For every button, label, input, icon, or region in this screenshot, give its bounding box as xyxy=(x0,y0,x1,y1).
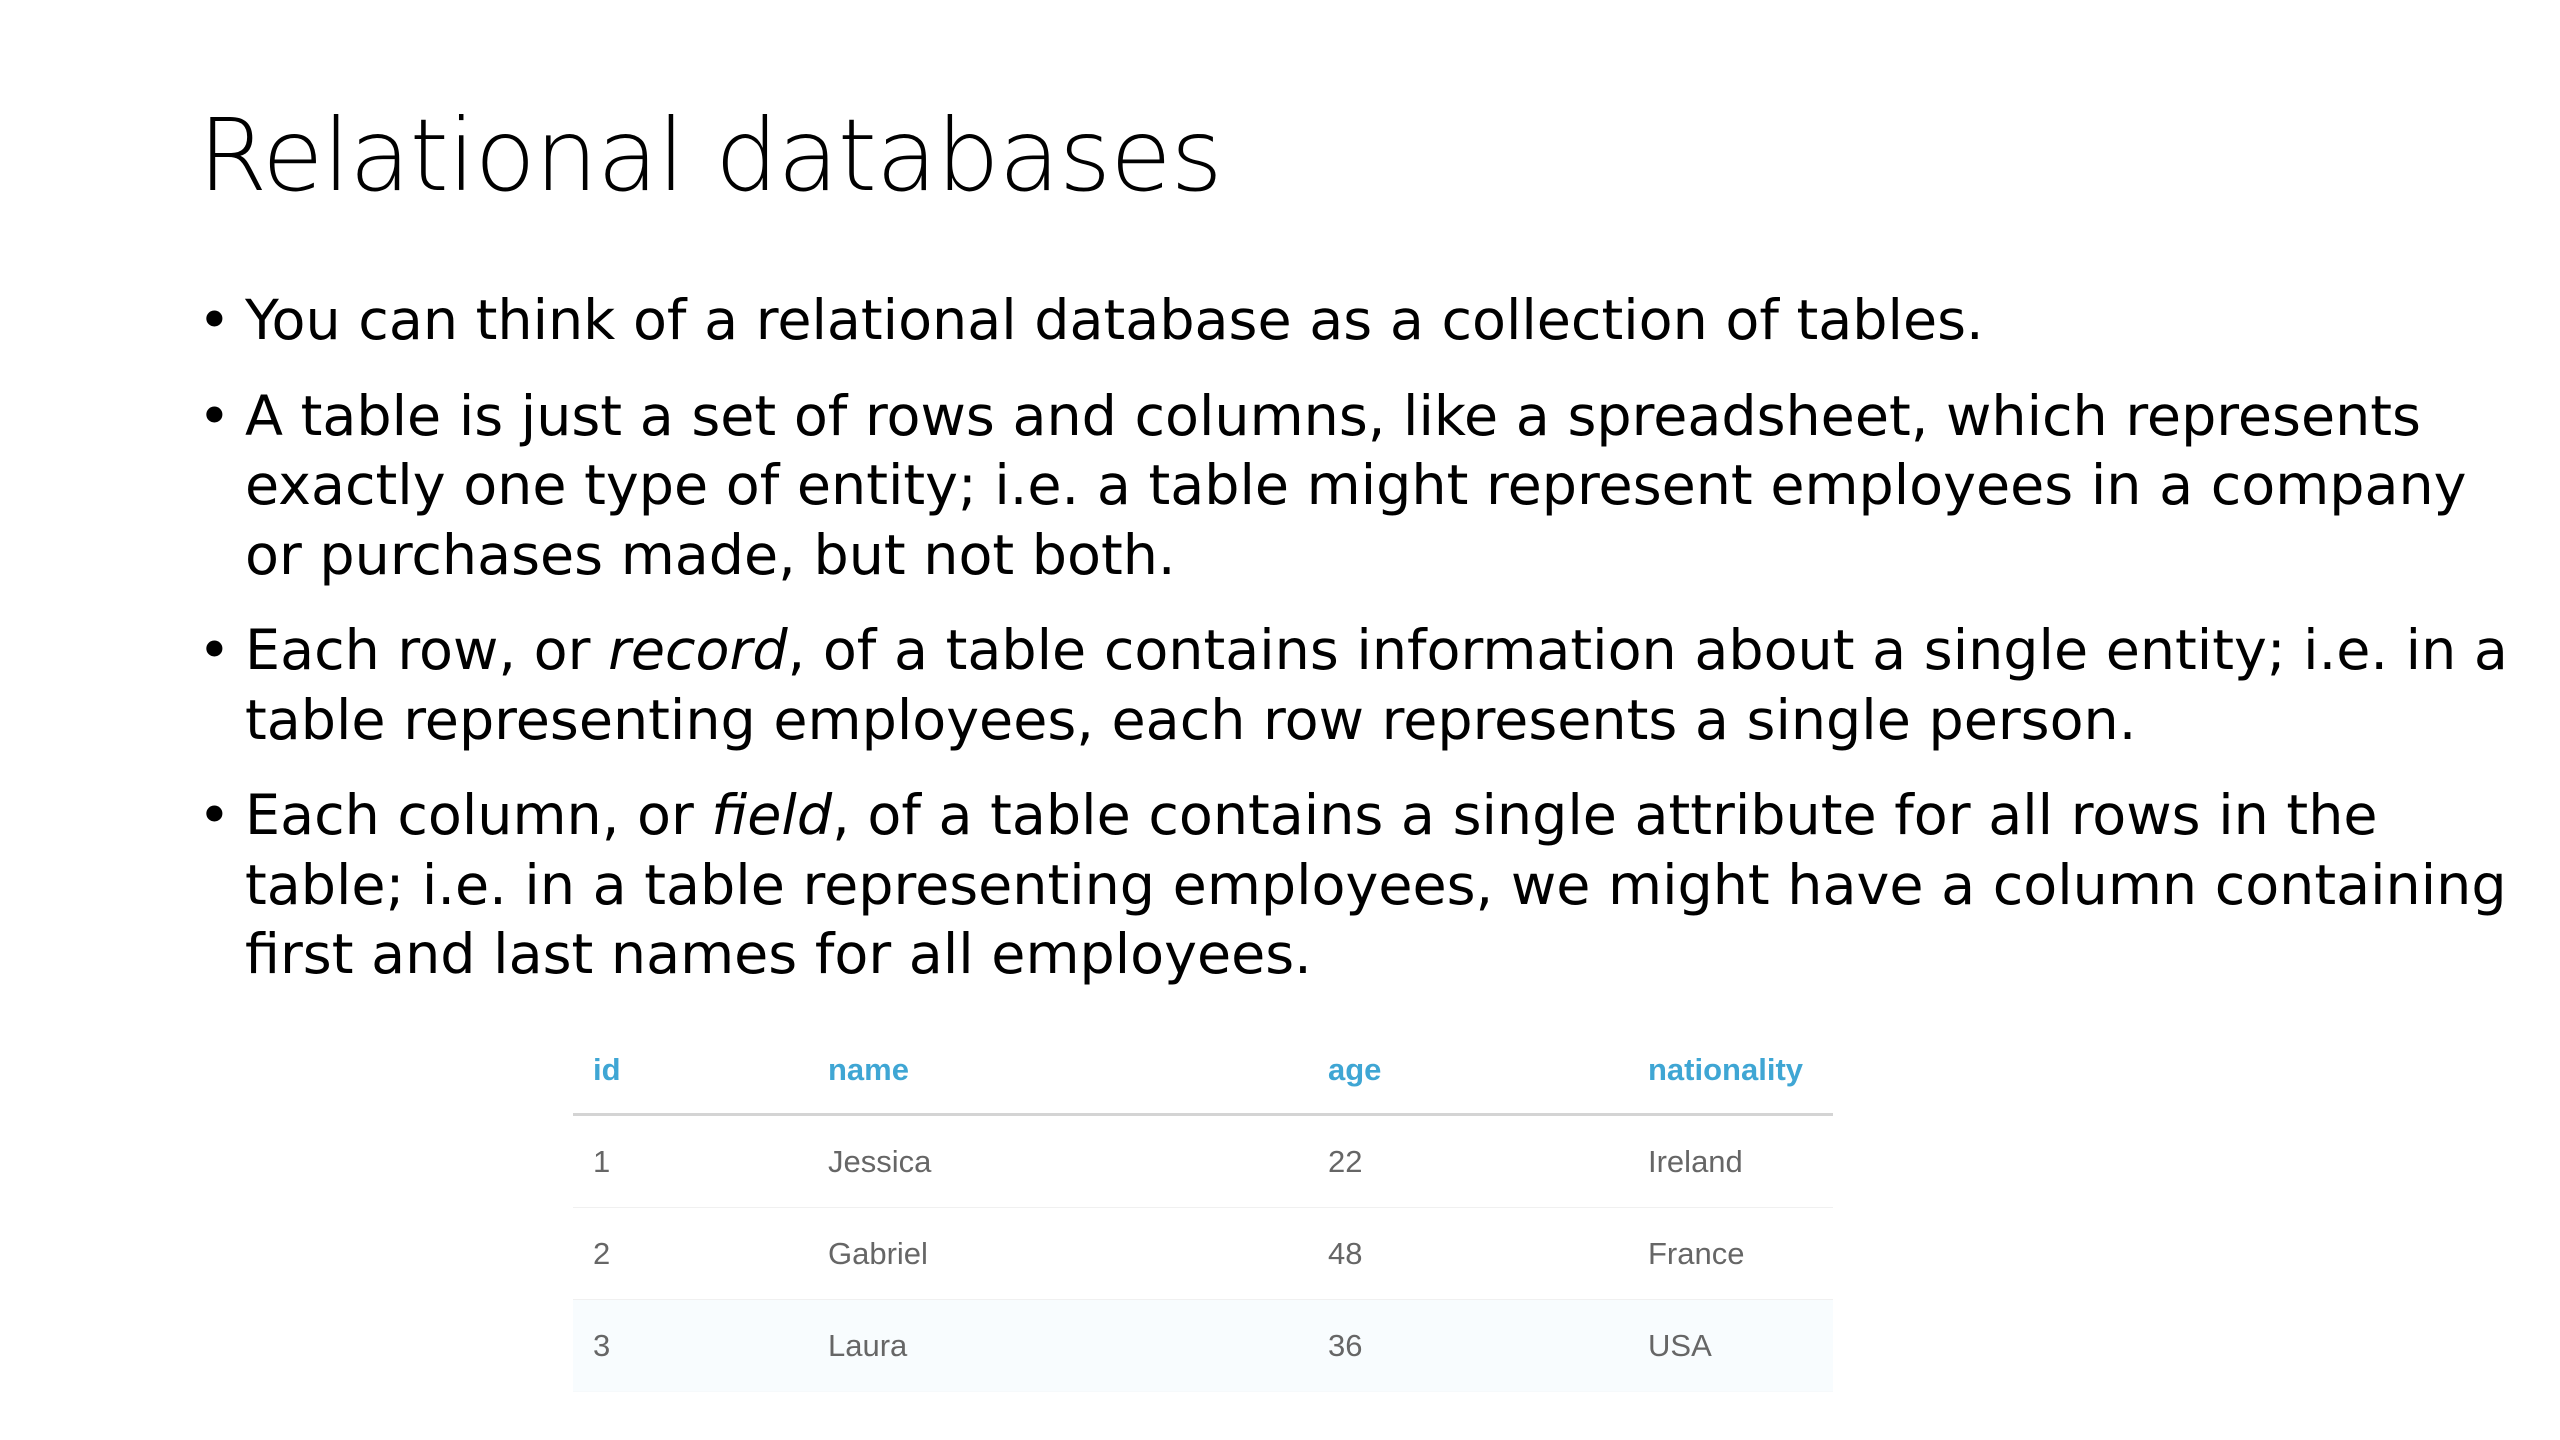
slide-title: Relational databases xyxy=(198,97,1222,214)
bullet-dot: • xyxy=(198,783,231,848)
cell-nationality: USA xyxy=(1628,1300,1833,1392)
table-row xyxy=(573,1300,1833,1392)
bullet-dot: • xyxy=(198,383,231,449)
cell-id: 2 xyxy=(573,1208,808,1300)
bullet-text: , of a table contains a single attribute for all rows in the table; i.e. in a table representing employees, we might have a column containing first and last names for all employees. xyxy=(245,783,2507,987)
cell-name: Gabriel xyxy=(808,1208,1308,1300)
table-header-row xyxy=(573,1027,1833,1115)
bullet-item xyxy=(198,616,2518,755)
column-header-nationality: nationality xyxy=(1628,1027,1833,1115)
cell-id: 1 xyxy=(573,1115,808,1208)
cell-age: 36 xyxy=(1308,1300,1628,1392)
cell-age: 22 xyxy=(1308,1115,1628,1208)
bullet-dot: • xyxy=(198,618,231,683)
column-header-age: age xyxy=(1308,1027,1628,1115)
cell-nationality: Ireland xyxy=(1628,1115,1833,1208)
example-table-container xyxy=(573,1027,1833,1392)
cell-nationality: France xyxy=(1628,1208,1833,1300)
bullet-text: Each row, or xyxy=(245,618,609,683)
example-table xyxy=(573,1027,1833,1392)
column-header-id: id xyxy=(573,1027,808,1115)
bullet-item xyxy=(198,382,2518,591)
bullet-text: , of a table contains information about a single entity; i.e. in a table representing employees, each row represents a single person. xyxy=(245,618,2508,753)
cell-name: Laura xyxy=(808,1300,1308,1392)
column-header-name: name xyxy=(808,1027,1308,1115)
bullet-dot: • xyxy=(198,288,231,353)
bullet-item xyxy=(198,286,2518,356)
cell-name: Jessica xyxy=(808,1115,1308,1208)
bullet-emphasis: field xyxy=(711,783,833,848)
bullet-text: A table is just a set of rows and columns, like a spreadsheet, which represents exactly one type of entity; i.e. a table might represent employees in a company or purchases made, but not both. xyxy=(245,383,2467,588)
bullet-item xyxy=(198,781,2518,990)
cell-age: 48 xyxy=(1308,1208,1628,1300)
bullet-emphasis: record xyxy=(608,618,788,683)
bullet-text: You can think of a relational database as a collection of tables. xyxy=(245,288,1984,353)
bullet-text: Each column, or xyxy=(245,783,712,848)
table-row xyxy=(573,1115,1833,1208)
table-row xyxy=(573,1208,1833,1300)
cell-id: 3 xyxy=(573,1300,808,1392)
bullet-list xyxy=(198,286,2518,1016)
